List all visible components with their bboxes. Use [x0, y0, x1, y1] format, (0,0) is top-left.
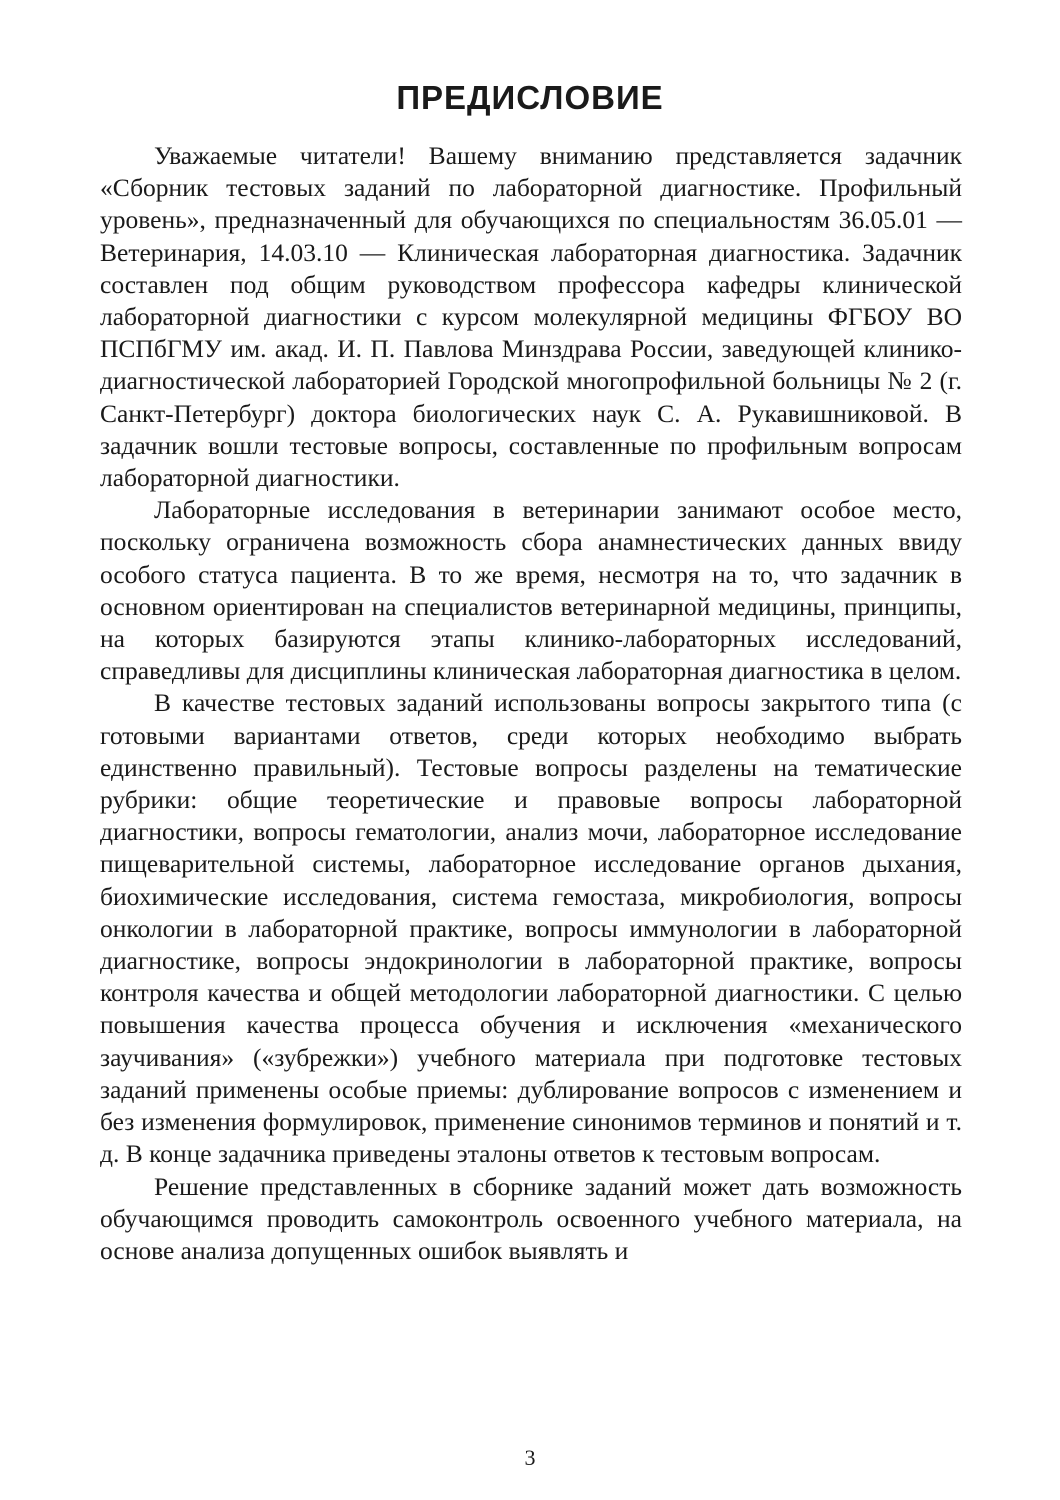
paragraph-3: В качестве тестовых заданий использованы вопросы закрытого типа (с готовыми вариантами ответов, среди которых необходимо выбрать единственно правильный). Тестовые вопросы разделены на тематические рубрики: общие теоретические и правовые вопросы лабораторной диагностики, вопросы гематологии, анализ мочи, лабораторное исследование пищеварительной системы, лабораторное исследование органов дыхания, биохимические исследования, система гемостаза, микробиология, вопросы онкологии в лабораторной практике, вопросы иммунологии в лабораторной диагностике, вопросы эндокринологии в лабораторной практике, вопросы контроля качества и общей методологии лабораторной диагностики. С целью повышения качества процесса обучения и исключения «механического заучивания» («зубрежки») учебного материала при подготовке тестовых заданий применены особые приемы: дублирование вопросов с изменением и без изменения формулировок, применение синонимов терминов и понятий и т. д. В конце задачника приведены эталоны ответов к тестовым вопросам.	[100, 688, 962, 1169]
paragraph-2: Лабораторные исследования в ветеринарии занимают особое место, поскольку ограничена возможность сбора анамнестических данных ввиду особого статуса пациента. В то же время, несмотря на то, что задачник в основном ориентирован на специалистов ветеринарной медицины, принципы, на которых базируются этапы клинико-лабораторных исследований, справедливы для дисциплины клиническая лабораторная диагностика в целом.	[100, 495, 962, 686]
page-title: ПРЕДИСЛОВИЕ	[396, 79, 664, 116]
body-text	[100, 140, 962, 1267]
page-number: 3	[524, 1445, 536, 1470]
paragraph-4: Решение представленных в сборнике заданий может дать возможность обучающимся проводить самоконтроль освоенного учебного материала, на основе анализа допущенных ошибок выявлять и	[100, 1171, 962, 1265]
paragraph-1: Уважаемые читатели! Вашему вниманию представляется задачник «Сборник тестовых заданий по лабораторной диагностике. Профильный уровень», предназначенный для обучающихся по специальностям 36.05.01 — Ветеринария, 14.03.10 — Клиническая лабораторная диагностика. Задачник составлен под общим руководством профессора кафедры клинической лабораторной диагностики с курсом молекулярной медицины ФГБОУ ВО ПСПбГМУ им. акад. И. П. Павлова Минздрава России, заведующей клинико-диагностической лабораторией Городской многопрофильной больницы № 2 (г. Санкт-Петербург) доктора биологических наук С. А. Рукавишниковой. В задачник вошли тестовые вопросы, составленные по профильным вопросам лабораторной диагностики.	[100, 141, 962, 493]
